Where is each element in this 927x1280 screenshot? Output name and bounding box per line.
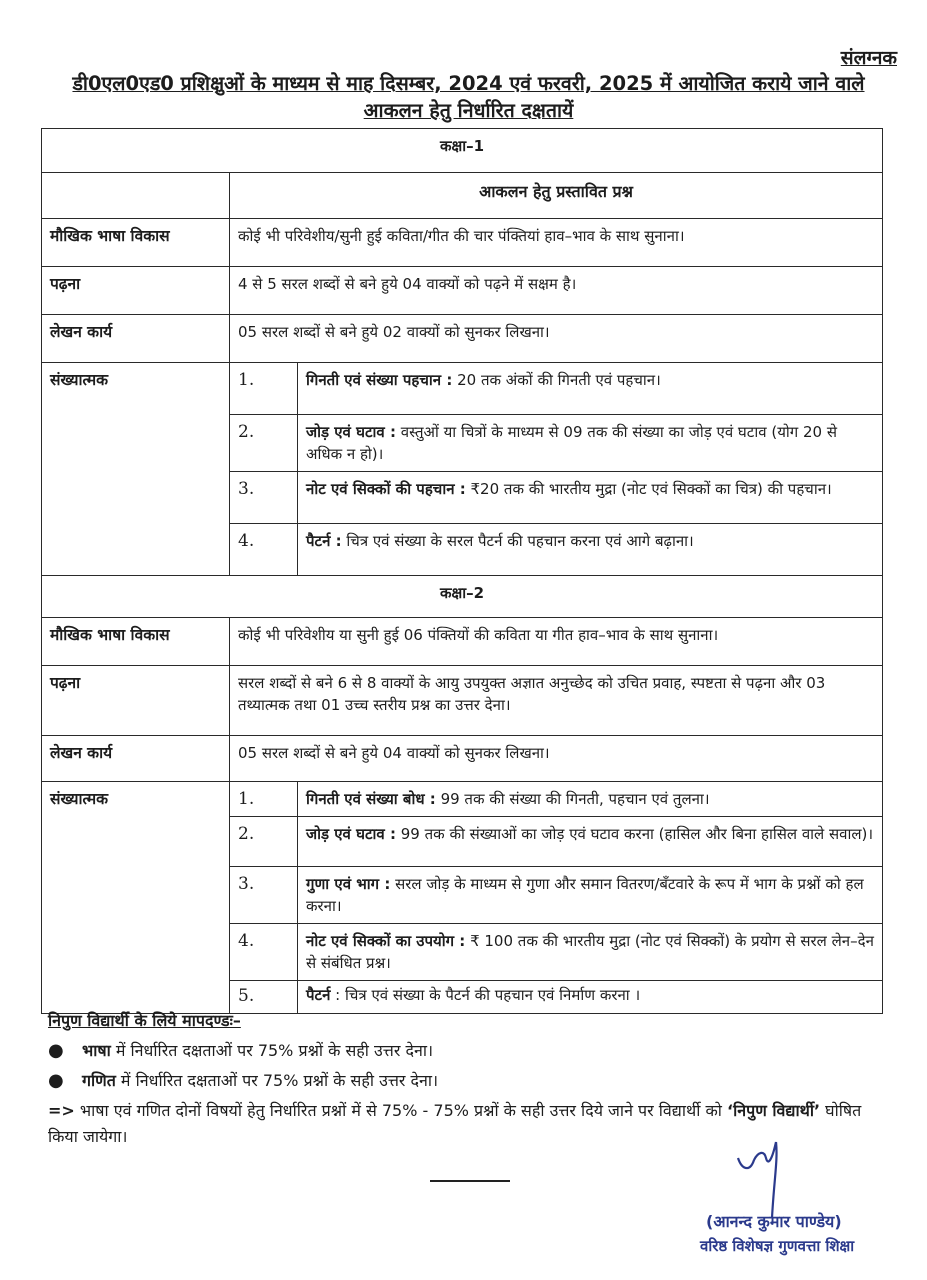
divider [430, 1180, 510, 1182]
signatory-name: (आनन्द कुमार पाण्डेय) [706, 1212, 842, 1231]
class2-item: नोट एवं सिक्कों का उपयोग : ₹ 100 तक की भारतीय मुद्रा (नोट एवं सिक्कों) के प्रयोग से सरल लेन–देन से संबंधित प्रश्न। [298, 924, 883, 981]
class2-reading-text: सरल शब्दों से बने 6 से 8 वाक्यों के आयु उपयुक्त अज्ञात अनुच्छेद को उचित प्रवाह, स्पष्टता से पढ़ना और 03 तथ्यात्मक तथा 01 उच्च स्तरीय प्रश्न का उत्तर देना। [230, 666, 883, 736]
class1-item-num: 3. [230, 472, 298, 524]
class1-writing-label: लेखन कार्य [42, 315, 230, 363]
class1-reading-label: पढ़ना [42, 267, 230, 315]
signature-icon [728, 1130, 808, 1220]
class1-heading: कक्षा–1 [42, 129, 883, 173]
class1-subheading: आकलन हेतु प्रस्तावित प्रश्न [230, 173, 883, 219]
class1-reading-text: 4 से 5 सरल शब्दों से बने हुये 04 वाक्यों को पढ़ने में सक्षम है। [230, 267, 883, 315]
bullet-icon: ● [48, 1040, 64, 1061]
class1-item-num: 1. [230, 363, 298, 415]
class2-item-num: 2. [230, 817, 298, 867]
annexure-label: संलग्नक [840, 47, 897, 69]
class2-item-num: 3. [230, 867, 298, 924]
class1-item-num: 2. [230, 415, 298, 472]
class1-writing-text: 05 सरल शब्दों से बने हुये 02 वाक्यों को सुनकर लिखना। [230, 315, 883, 363]
class2-item: गिनती एवं संख्या बोध : 99 तक की संख्या की गिनती, पहचान एवं तुलना। [298, 782, 883, 817]
class2-item: गुणा एवं भाग : सरल जोड़ के माध्यम से गुणा और समान वितरण/बँटवारे के रूप में भाग के प्रश्नों को हल करना। [298, 867, 883, 924]
class1-oral-label: मौखिक भाषा विकास [42, 219, 230, 267]
criteria-note: => भाषा एवं गणित दोनों विषयों हेतु निर्धारित प्रश्नों में से 75% - 75% प्रश्नों के सही उत्तर दिये जाने पर विद्यार्थी को ‘निपुण विद्यार्थी’ घोषित किया जायेगा। [48, 1101, 862, 1146]
criteria-bullet: ● गणित में निर्धारित दक्षताओं पर 75% प्रश्नों के सही उत्तर देना। [48, 1066, 887, 1096]
class2-item: जोड़ एवं घटाव : 99 तक की संख्याओं का जोड़ एवं घटाव करना (हासिल और बिना हासिल वाले सवाल)। [298, 817, 883, 867]
class2-item-num: 4. [230, 924, 298, 981]
class1-item: गिनती एवं संख्या पहचान : 20 तक अंकों की गिनती एवं पहचान। [298, 363, 883, 415]
class2-oral-label: मौखिक भाषा विकास [42, 618, 230, 666]
class2-item-num: 1. [230, 782, 298, 817]
class1-item-num: 4. [230, 524, 298, 576]
class1-numeracy-label: संख्यात्मक [42, 363, 230, 576]
class2-numeracy-label: संख्यात्मक [42, 782, 230, 1014]
bullet-icon: ● [48, 1070, 64, 1091]
class2-item-num: 5. [230, 981, 298, 1014]
document-title: डी0एल0एड0 प्रशिक्षुओं के माध्यम से माह दिसम्बर, 2024 एवं फरवरी, 2025 में आयोजित कराये जाने वाले आकलन हेतु निर्धारित दक्षतायें [72, 72, 865, 122]
class2-oral-text: कोई भी परिवेशीय या सुनी हुई 06 पंक्तियों की कविता या गीत हाव–भाव के साथ सुनाना। [230, 618, 883, 666]
class2-reading-label: पढ़ना [42, 666, 230, 736]
class2-item: पैटर्न : चित्र एवं संख्या के पैटर्न की पहचान एवं निर्माण करना । [298, 981, 883, 1014]
signatory-designation: वरिष्ठ विशेषज्ञ गुणवत्ता शिक्षा [700, 1237, 855, 1255]
criteria-bullet: ● भाषा में निर्धारित दक्षताओं पर 75% प्रश्नों के सही उत्तर देना। [48, 1036, 887, 1066]
class1-oral-text: कोई भी परिवेशीय/सुनी हुई कविता/गीत की चार पंक्तियां हाव–भाव के साथ सुनाना। [230, 219, 883, 267]
criteria-heading: निपुण विद्यार्थी के लिये मापदण्डः– [48, 1011, 241, 1030]
class2-writing-text: 05 सरल शब्दों से बने हुये 04 वाक्यों को सुनकर लिखना। [230, 736, 883, 782]
class1-item: पैटर्न : चित्र एवं संख्या के सरल पैटर्न की पहचान करना एवं आगे बढ़ाना। [298, 524, 883, 576]
class2-writing-label: लेखन कार्य [42, 736, 230, 782]
arrow-icon: => [48, 1101, 75, 1120]
class2-heading: कक्षा–2 [42, 576, 883, 618]
competency-table [41, 128, 883, 1014]
class1-item: जोड़ एवं घटाव : वस्तुओं या चित्रों के माध्यम से 09 तक की संख्या का जोड़ एवं घटाव (योग 20 से अधिक न हो)। [298, 415, 883, 472]
criteria-section [48, 1006, 887, 1150]
class1-item: नोट एवं सिक्कों की पहचान : ₹20 तक की भारतीय मुद्रा (नोट एवं सिक्कों का चित्र) की पहचान। [298, 472, 883, 524]
